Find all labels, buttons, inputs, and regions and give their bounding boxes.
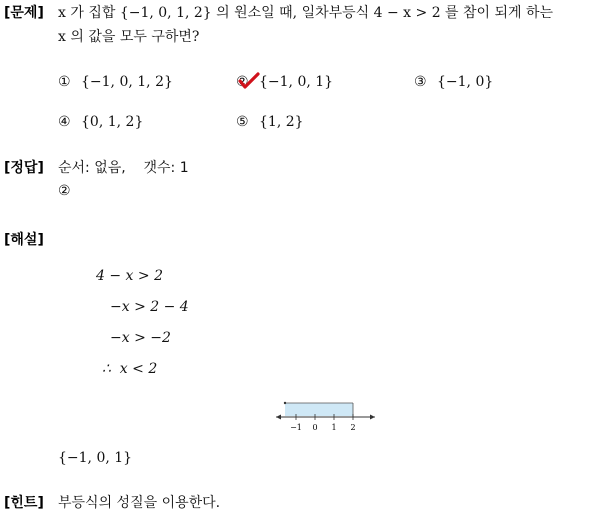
choice-2-number: ②	[236, 74, 249, 90]
solution-step-1: 4 − x > 2	[96, 268, 163, 284]
hint-text: 부등식의 성질을 이용한다.	[58, 495, 221, 511]
choice-1[interactable]	[58, 74, 173, 90]
number-line	[272, 400, 382, 434]
solution-result: {−1, 0, 1}	[58, 450, 133, 466]
hint-label: [힌트]	[4, 495, 44, 511]
checkmark-icon	[238, 72, 260, 90]
tick-label: 1	[331, 423, 337, 432]
axis-arrow-right	[370, 415, 375, 420]
choice-2-text: {−1, 0, 1}	[259, 74, 334, 90]
solution-step-2: −x > 2 − 4	[110, 299, 189, 315]
choice-4[interactable]	[58, 114, 143, 130]
choice-1-number: ①	[58, 74, 71, 90]
choice-3-number: ③	[414, 74, 427, 90]
choice-1-text: {−1, 0, 1, 2}	[81, 74, 173, 90]
answer-line-1: 순서: 없음, 갯수: 1	[58, 160, 189, 176]
problem-line-1: x 가 집합 {−1, 0, 1, 2} 의 원소일 때, 일차부등식 4 − x > 2 를 참이 되게 하는	[58, 5, 554, 21]
solution-step-4: ∴ x < 2	[102, 361, 158, 377]
solution-label: [해설]	[4, 232, 44, 248]
choice-3[interactable]	[414, 74, 493, 90]
problem-line-2: x 의 값을 모두 구하면?	[58, 29, 200, 45]
choice-5-text: {1, 2}	[259, 114, 304, 130]
answer-label: [정답]	[4, 160, 44, 176]
endpoint-dot	[284, 402, 286, 404]
choice-5-number: ⑤	[236, 114, 249, 130]
solution-step-3: −x > −2	[110, 330, 171, 346]
choice-4-number: ④	[58, 114, 71, 130]
tick-label: 2	[350, 423, 356, 432]
solution-range-shade	[285, 403, 353, 416]
tick-label: −1	[290, 423, 302, 432]
axis-arrow-left	[276, 415, 281, 420]
answer-line-2: ②	[58, 183, 71, 199]
choice-4-text: {0, 1, 2}	[81, 114, 144, 130]
tick-label: 0	[312, 423, 318, 432]
problem-label: [문제]	[4, 5, 44, 21]
choice-5[interactable]	[236, 114, 304, 130]
choice-3-text: {−1, 0}	[437, 74, 494, 90]
